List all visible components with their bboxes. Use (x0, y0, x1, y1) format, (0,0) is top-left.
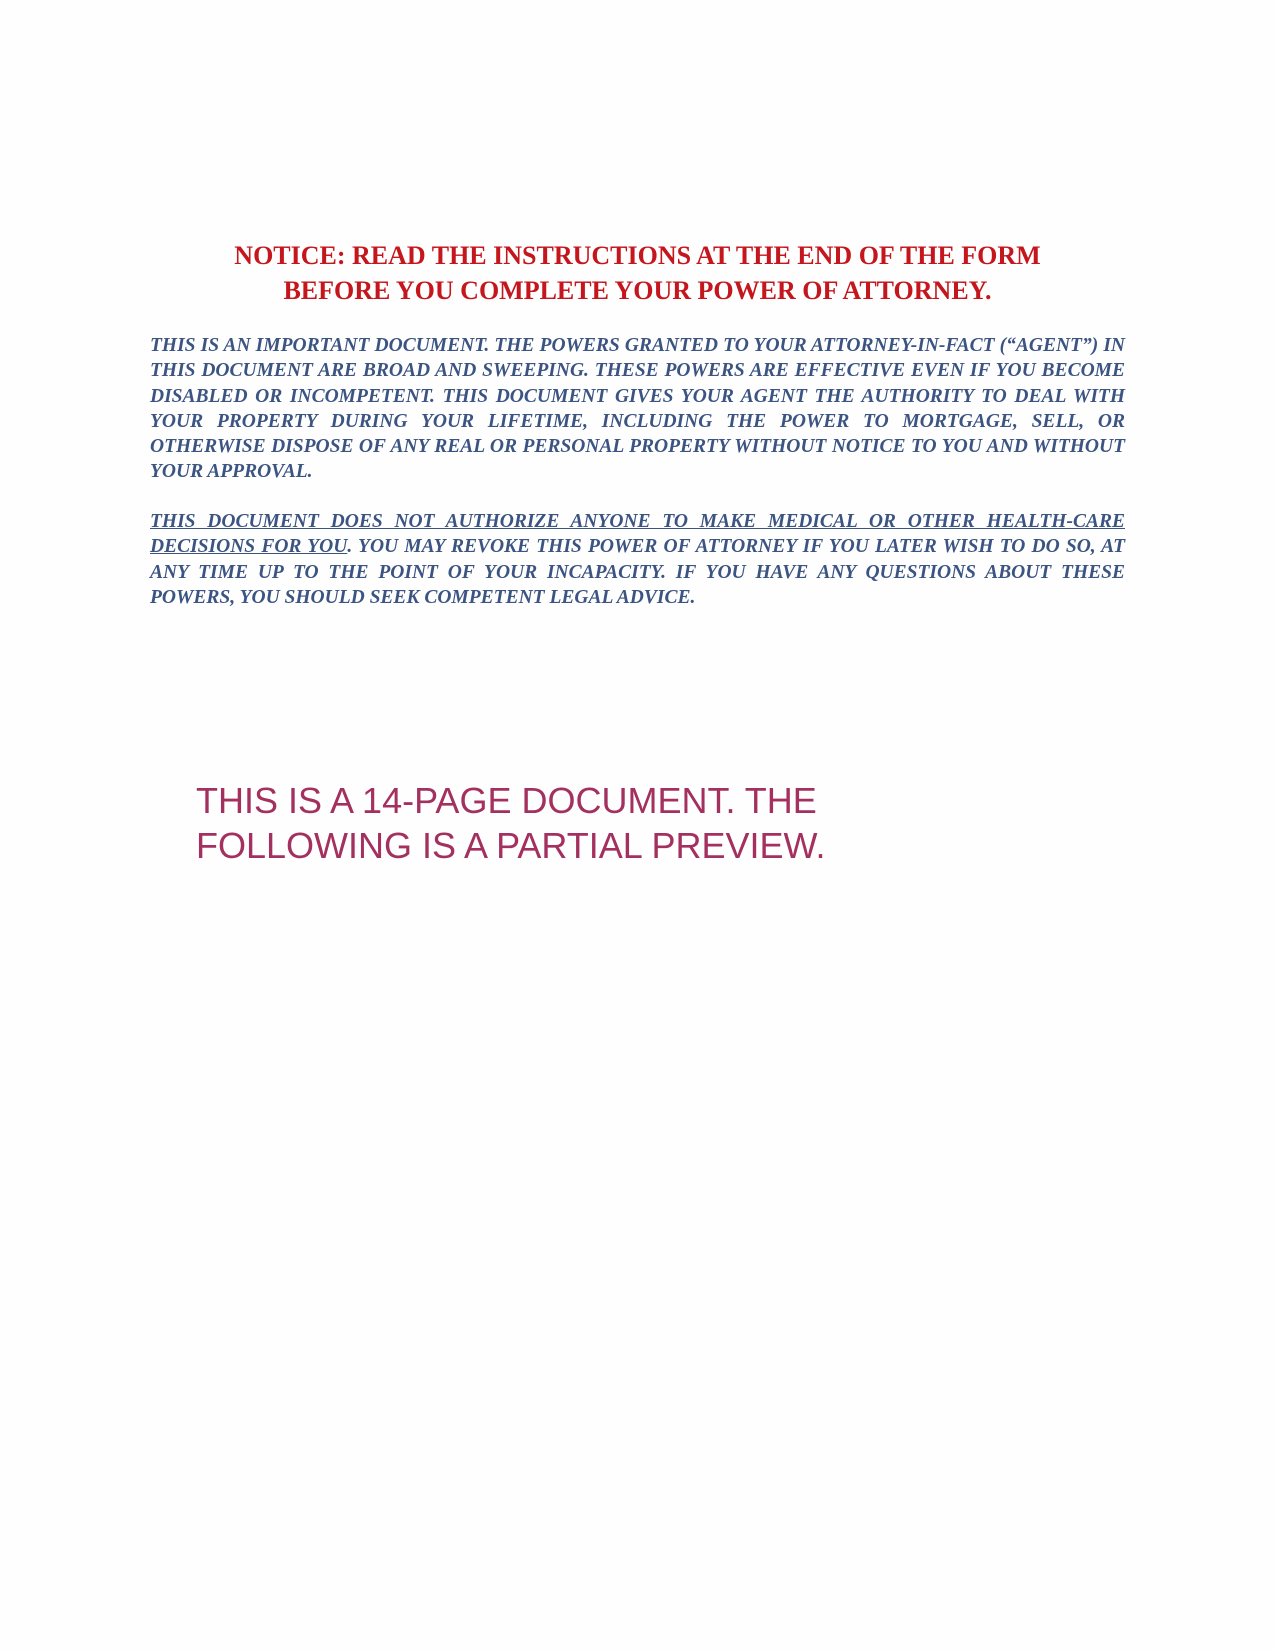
health-care-disclaimer: THIS DOCUMENT DOES NOT AUTHORIZE ANYONE TO MAKE MEDICAL OR OTHER HEALTH-CARE DECISIONS FOR YOU (150, 511, 1125, 558)
notice-heading (150, 238, 1125, 308)
warning-paragraph-2 (150, 509, 1125, 610)
warning-paragraph-2-rest: . YOU MAY REVOKE THIS POWER OF ATTORNEY IF YOU LATER WISH TO DO SO, AT ANY TIME UP TO THE POINT OF YOUR INCAPACITY. IF YOU HAVE ANY QUESTIONS ABOUT THESE POWERS, YOU SHOULD SEEK COMPETENT LEGAL ADVICE. (150, 536, 1125, 608)
preview-notice-line-1: THIS IS A 14-PAGE DOCUMENT. THE (196, 780, 817, 821)
preview-notice (196, 778, 1096, 868)
preview-notice-line-2: FOLLOWING IS A PARTIAL PREVIEW. (196, 825, 826, 866)
notice-heading-line-1: NOTICE: READ THE INSTRUCTIONS AT THE END OF THE FORM (234, 241, 1041, 270)
notice-heading-line-2: BEFORE YOU COMPLETE YOUR POWER OF ATTORNEY. (283, 276, 992, 305)
warning-paragraph-1: THIS IS AN IMPORTANT DOCUMENT. THE POWERS GRANTED TO YOUR ATTORNEY-IN-FACT (“AGENT”) IN THIS DOCUMENT ARE BROAD AND SWEEPING. THESE POWERS ARE EFFECTIVE EVEN IF YOU BECOME DISABLED OR INCOMPETENT. THIS DOCUMENT GIVES YOUR AGENT THE AUTHORITY TO DEAL WITH YOUR PROPERTY DURING YOUR LIFETIME, INCLUDING THE POWER TO MORTGAGE, SELL, OR OTHERWISE DISPOSE OF ANY REAL OR PERSONAL PROPERTY WITHOUT NOTICE TO YOU AND WITHOUT YOUR APPROVAL. (150, 335, 1125, 483)
